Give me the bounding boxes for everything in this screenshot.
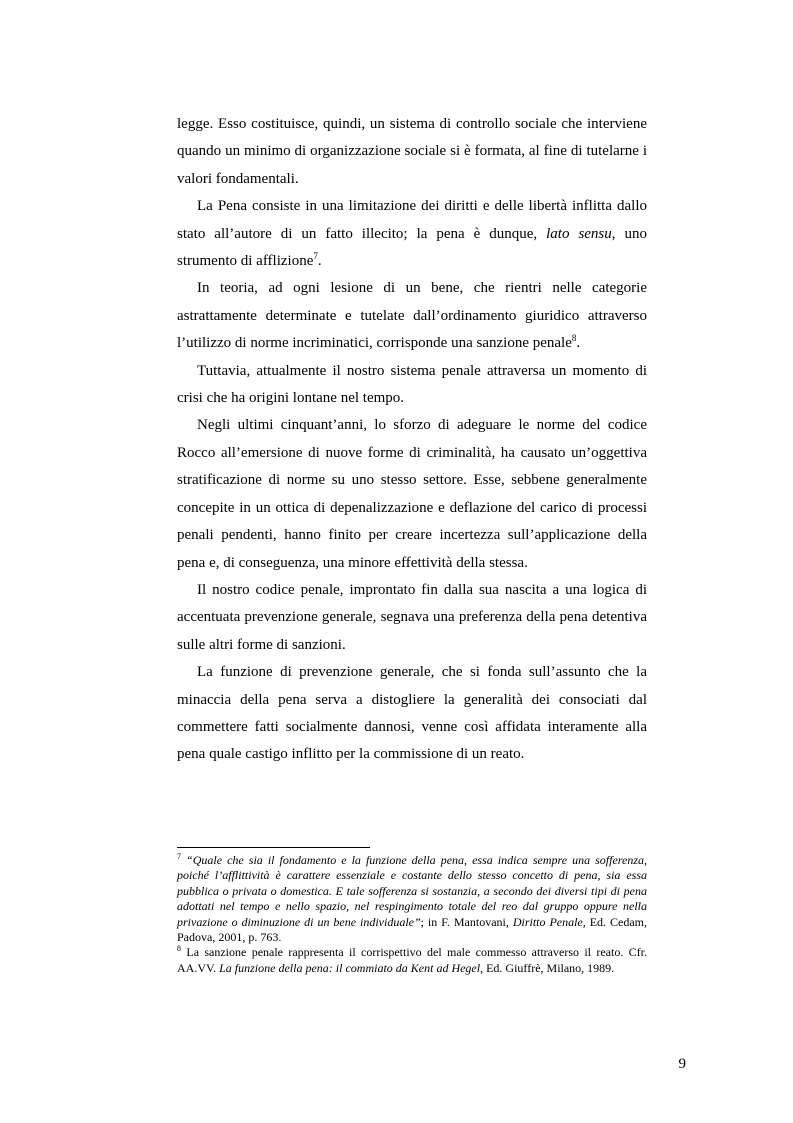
footnote-quote: “Quale che sia il fondamento e la funzione della pena, essa indica sempre una sofferenza, poiché l’afflittività è carattere essenziale e costante dello stesso concetto di pena, sia essa pubblica o privata o domestica. E tale sofferenza si sostanzia, a secondo dei diversi tipi di pena adottati nel tempo e nello spazio, nel respingimento totale del reo dal gruppo oppure nella privazione o diminuzione di un bene individuale” — [177, 853, 648, 929]
paragraph-prevenzione-generale: La funzione di prevenzione generale, che si fonda sull’assunto che la minaccia della pena serva a distogliere la generalità dei consociati dal commettere fatti socialmente dannosi, venne così affidata interamente alla pena quale castigo inflitto per la commissione di un reato. — [177, 664, 647, 763]
paragraph-crisi: Tuttavia, attualmente il nostro sistema penale attraversa un momento di crisi che ha origini lontane nel tempo. — [177, 362, 647, 407]
footnote-ref-7[interactable]: 7 — [313, 251, 318, 262]
footnote-7 — [177, 853, 647, 945]
footnote-number: 7 — [177, 852, 181, 861]
paragraph-codice-penale: Il nostro codice penale, improntato fin dalla sua nascita a una logica di accentuata prevenzione generale, segnava una preferenza della pena detentiva sulle altri forme di sanzioni. — [177, 581, 647, 653]
paragraph-cinquant-anni: Negli ultimi cinquant’anni, lo sforzo di adeguare le norme del codice Rocco all’emersione di nuove forme di criminalità, ha causato un’oggettiva stratificazione di norme su uno stesso settore. Esse, sebbene generalmente concepite in un ottica di depenalizzazione e deflazione del carico di processi penali pendenti, hanno finito per creare incertezza sull’applicazione della pena e, di conseguenza, una minore effettività della stessa. — [177, 417, 647, 571]
paragraph-continuation: legge. Esso costituisce, quindi, un sistema di controllo sociale che interviene quando un minimo di organizzazione sociale si è formata, al fine di tutelarne i valori fondamentali. — [177, 116, 647, 187]
footnotes — [177, 853, 647, 976]
paragraph-end: . — [317, 253, 322, 270]
paragraph-text: In teoria, ad ogni lesione di un bene, che rientri nelle categorie astrattamente determinate e tutelate dall’ordinamento giuridico attraverso l’utilizzo di norme incriminatici, corrisponde una sanzione penale — [177, 280, 647, 352]
paragraph-end: . — [576, 335, 581, 352]
italic-term: lato sensu — [546, 225, 612, 242]
paragraph-text: , uno strumento di afflizione — [177, 225, 647, 270]
footnote-ref-8[interactable]: 8 — [571, 333, 577, 344]
footnote-number: 8 — [177, 944, 181, 954]
page-number: 9 — [678, 1056, 686, 1072]
footnote-separator — [177, 847, 370, 848]
footnote-8 — [177, 945, 647, 976]
footnote-text: ; in F. Mantovani, — [420, 914, 513, 929]
footnote-work-title: La funzione della pena: il commiato da Kent ad Hegel — [219, 960, 481, 975]
footnote-work-title: Diritto Penale — [512, 914, 583, 929]
footnote-text: , Ed. Giuffrè, Milano, 1989. — [480, 960, 615, 975]
body-text — [177, 111, 647, 769]
footnote-text: , Ed. Cedam, Padova, 2001, p. 763. — [177, 914, 647, 945]
paragraph-teoria — [177, 275, 647, 357]
footnote-text: La sanzione penale rappresenta il corrispettivo del male commesso attraverso il reato. Cfr. AA.VV. — [177, 945, 648, 975]
paragraph-text: La Pena consiste in una limitazione dei diritti e delle libertà inflitta dallo stato all’autore di un fatto illecito; la pena è dunque, — [177, 198, 647, 242]
paragraph-pena-definition — [177, 193, 647, 275]
